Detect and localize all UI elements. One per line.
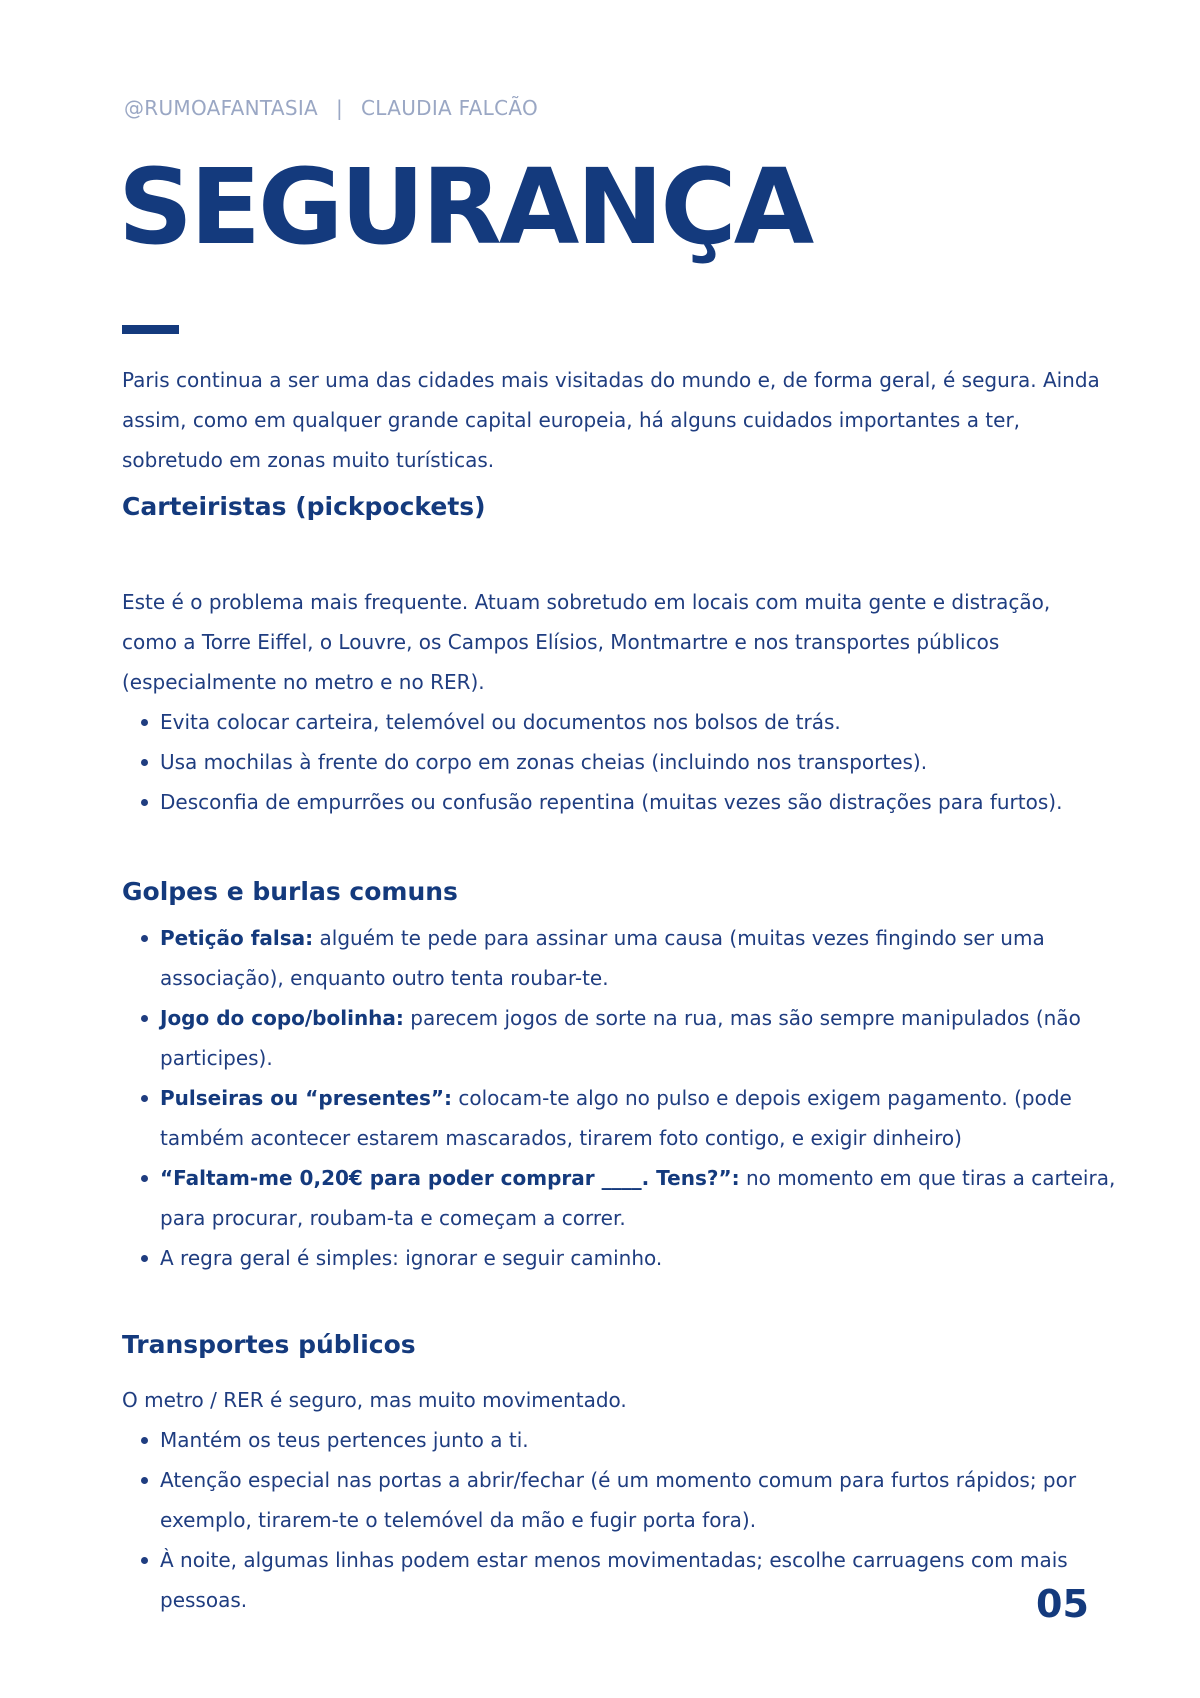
heading-pickpockets: Carteiristas (pickpockets) — [122, 492, 486, 521]
scam-description: alguém te pede para assinar uma causa (muitas vezes fingindo ser uma associação), enquanto outro tenta roubar-te. — [160, 926, 1045, 990]
intro-paragraph: Paris continua a ser uma das cidades mais visitadas do mundo e, de forma geral, é segura. Ainda assim, como em qualquer grande capital europeia, há alguns cuidados importantes a ter, sobretudo em zonas muito turísticas. — [122, 368, 1100, 472]
list-item: Usa mochilas à frente do corpo em zonas cheias (incluindo nos transportes). — [160, 742, 1140, 782]
scam-description: no momento em que tiras a carteira, para procurar, roubam-ta e começam a correr. — [160, 1166, 1116, 1230]
header-separator: | — [336, 96, 344, 120]
list-item: Atenção especial nas portas a abrir/fechar (é um momento comum para furtos rápidos; por exemplo, tirarem-te o telemóvel da mão e fugir porta fora). — [160, 1460, 1100, 1540]
scam-label: “Faltam-me 0,20€ para poder comprar ____. Tens?”: — [160, 1166, 740, 1190]
page-title: SEGURANÇA — [118, 146, 812, 268]
list-item — [160, 998, 1140, 1078]
scam-label: Jogo do copo/bolinha: — [160, 1006, 404, 1030]
page-number: 05 — [1036, 1582, 1089, 1626]
list-item: Evita colocar carteira, telemóvel ou documentos nos bolsos de trás. — [160, 702, 1140, 742]
author-name: CLAUDIA FALCÃO — [361, 96, 539, 120]
transport-list — [122, 1420, 1100, 1620]
title-underline — [122, 325, 179, 334]
scam-label: Pulseiras ou “presentes”: — [160, 1086, 453, 1110]
list-item: À noite, algumas linhas podem estar menos movimentadas; escolhe carruagens com mais pessoas. — [160, 1540, 1100, 1620]
list-item: Mantém os teus pertences junto a ti. — [160, 1420, 1100, 1460]
scam-description: colocam-te algo no pulso e depois exigem pagamento. (pode também acontecer estarem mascarados, tirarem foto contigo, e exigir dinheiro) — [160, 1086, 1072, 1150]
heading-scams: Golpes e burlas comuns — [122, 877, 458, 906]
list-item: Desconfia de empurrões ou confusão repentina (muitas vezes são distrações para furtos). — [160, 782, 1140, 822]
transport-paragraph: O metro / RER é seguro, mas muito movimentado. — [122, 1388, 627, 1412]
list-item: A regra geral é simples: ignorar e seguir caminho. — [160, 1238, 1140, 1278]
pickpockets-paragraph: Este é o problema mais frequente. Atuam sobretudo em locais com muita gente e distração, como a Torre Eiffel, o Louvre, os Campos Elísios, Montmartre e nos transportes públicos (especialmente no metro e no RER). — [122, 590, 1051, 694]
scam-label: Petição falsa: — [160, 926, 314, 950]
scam-description: parecem jogos de sorte na rua, mas são sempre manipulados (não participes). — [160, 1006, 1081, 1070]
list-item — [160, 1158, 1140, 1238]
pickpockets-list — [122, 702, 1140, 822]
list-item — [160, 918, 1140, 998]
list-item — [160, 1078, 1140, 1158]
instagram-handle: @RUMOAFANTASIA — [124, 96, 318, 120]
scams-list — [122, 918, 1140, 1278]
header-credits — [124, 96, 538, 120]
heading-transport: Transportes públicos — [122, 1330, 416, 1359]
